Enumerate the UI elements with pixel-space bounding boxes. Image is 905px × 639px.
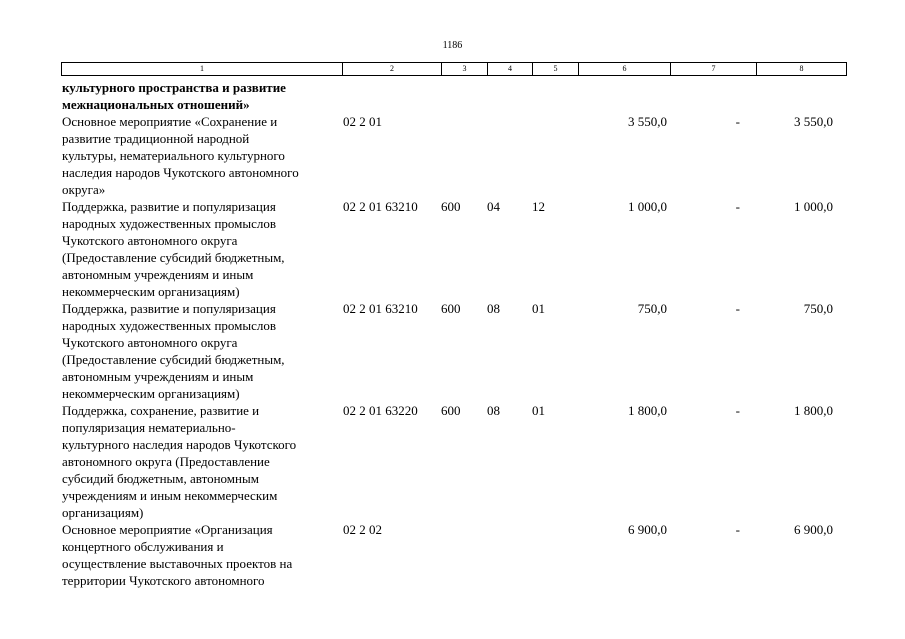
description-line: наследия народов Чукотского автономного	[62, 165, 299, 180]
amount-col7: -	[735, 301, 740, 316]
expense-type: 600	[441, 403, 461, 418]
description-line: автономного округа (Предоставление	[62, 454, 270, 469]
description-line: автономным учреждениям и иным	[62, 267, 254, 282]
description-line: территории Чукотского автономного	[62, 573, 265, 588]
column-header-8: 8	[757, 63, 847, 76]
expense-type: 600	[441, 301, 461, 316]
amount-col8: 6 900,0	[794, 522, 833, 537]
amount-col7: -	[735, 522, 740, 537]
description-line: организациям)	[62, 505, 144, 520]
expense-type: 600	[441, 199, 461, 214]
amount-col8: 3 550,0	[794, 114, 833, 129]
amount-col7: -	[735, 199, 740, 214]
row-description	[61, 300, 341, 402]
subsection-code: 12	[532, 199, 545, 214]
description-line: Основное мероприятие «Сохранение и	[62, 114, 278, 129]
column-header-3: 3	[442, 63, 488, 76]
amount-col8: 1 000,0	[794, 199, 833, 214]
target-code: 02 2 01 63210	[343, 301, 418, 316]
table-row	[61, 521, 846, 589]
target-code: 02 2 01 63210	[343, 199, 418, 214]
description-line: Поддержка, развитие и популяризация	[62, 301, 276, 316]
description-line: Чукотского автономного округа	[62, 335, 238, 350]
section-code: 04	[487, 199, 500, 214]
column-header-6: 6	[579, 63, 671, 76]
table-row	[61, 300, 846, 402]
page-number: 1186	[442, 40, 463, 51]
description-line: Поддержка, развитие и популяризация	[62, 199, 276, 214]
subsection-code: 01	[532, 301, 545, 316]
row-description	[61, 113, 341, 198]
amount-col6: 1 000,0	[628, 199, 667, 214]
column-header-4: 4	[488, 63, 533, 76]
amount-col8: 750,0	[803, 301, 833, 316]
amount-col6: 3 550,0	[628, 114, 667, 129]
description-line: некоммерческим организациям)	[62, 386, 240, 401]
heading-line: межнациональных отношений»	[62, 97, 250, 112]
description-line: народных художественных промыслов	[62, 216, 277, 231]
budget-table-body	[61, 79, 846, 589]
description-line: развитие традиционной народной	[62, 131, 250, 146]
description-line: Поддержка, сохранение, развитие и	[62, 403, 260, 418]
description-line: осуществление выставочных проектов на	[62, 556, 293, 571]
target-code: 02 2 02	[343, 522, 382, 537]
section-heading	[61, 79, 341, 113]
table-row	[61, 113, 846, 198]
description-line: Чукотского автономного округа	[62, 233, 238, 248]
description-line: учреждениям и иным некоммерческим	[62, 488, 278, 503]
section-code: 08	[487, 403, 500, 418]
amount-col6: 1 800,0	[628, 403, 667, 418]
row-description	[61, 198, 341, 300]
column-header-7: 7	[671, 63, 757, 76]
row-description	[61, 521, 341, 589]
column-header-5: 5	[533, 63, 579, 76]
description-line: некоммерческим организациям)	[62, 284, 240, 299]
heading-line: культурного пространства и развитие	[62, 80, 286, 95]
description-line: автономным учреждениям и иным	[62, 369, 254, 384]
description-line: культурного наследия народов Чукотского	[62, 437, 297, 452]
target-code: 02 2 01 63220	[343, 403, 418, 418]
description-line: (Предоставление субсидий бюджетным,	[62, 352, 285, 367]
section-heading-row	[61, 79, 846, 113]
description-line: народных художественных промыслов	[62, 318, 277, 333]
description-line: (Предоставление субсидий бюджетным,	[62, 250, 285, 265]
amount-col6: 6 900,0	[628, 522, 667, 537]
row-description	[61, 402, 341, 521]
description-line: культуры, нематериального культурного	[62, 148, 285, 163]
column-header-2: 2	[343, 63, 442, 76]
subsection-code: 01	[532, 403, 545, 418]
description-line: Основное мероприятие «Организация	[62, 522, 273, 537]
target-code: 02 2 01	[343, 114, 382, 129]
section-code: 08	[487, 301, 500, 316]
table-row	[61, 198, 846, 300]
description-line: концертного обслуживания и	[62, 539, 224, 554]
table-row	[61, 402, 846, 521]
description-line: популяризация нематериально-	[62, 420, 236, 435]
amount-col7: -	[735, 403, 740, 418]
description-line: округа»	[62, 182, 106, 197]
amount-col8: 1 800,0	[794, 403, 833, 418]
amount-col6: 750,0	[637, 301, 667, 316]
amount-col7: -	[735, 114, 740, 129]
column-header-1: 1	[62, 63, 343, 76]
description-line: субсидий бюджетным, автономным	[62, 471, 259, 486]
column-number-header	[61, 62, 847, 76]
